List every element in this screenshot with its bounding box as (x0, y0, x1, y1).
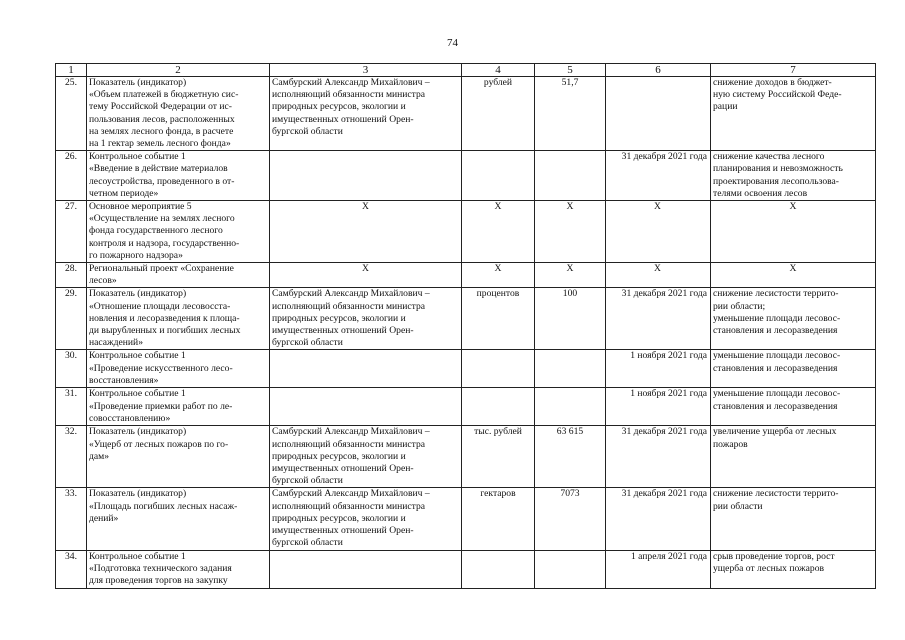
responsible-line: Самбурский Александр Михайлович – (272, 288, 430, 300)
value-cell: Х (535, 201, 606, 263)
responsible-line: Самбурский Александр Михайлович – (272, 77, 430, 88)
table-row (56, 77, 876, 151)
responsible-cell (270, 77, 462, 151)
name-cell (87, 550, 270, 588)
unit-cell: Х (462, 201, 535, 263)
row-number-cell: 34. (56, 550, 87, 588)
consequence-cell (711, 350, 876, 388)
name-line: Основное мероприятие 5 (89, 201, 192, 213)
name-line: «Отношение площади лесовосста- (89, 300, 231, 312)
value-cell (535, 388, 606, 426)
row-number-cell: 28. (56, 263, 87, 288)
responsible-line: имущественных отношений Орен- (272, 463, 414, 475)
consequence-line: Х (789, 201, 797, 213)
name-cell (87, 288, 270, 350)
responsible-line: имущественных отношений Орен- (272, 525, 414, 537)
header-cell: 2 (87, 64, 270, 77)
page-number: 74 (447, 37, 458, 49)
responsible-line: Самбурский Александр Михайлович – (272, 426, 430, 438)
responsible-cell (270, 201, 462, 263)
responsible-line: имущественных отношений Орен- (272, 325, 414, 337)
value-cell (535, 151, 606, 201)
responsible-line: природных ресурсов, экологии и (272, 312, 406, 324)
date-cell: 31 декабря 2021 года (606, 426, 711, 488)
table-row (56, 263, 876, 288)
name-line: Показатель (индикатор) (89, 426, 187, 438)
value-cell: 100 (535, 288, 606, 350)
name-line: Контрольное событие 1 (89, 550, 186, 562)
name-line: на 1 гектар земель лесного фонда» (89, 138, 231, 150)
name-line: «Объем платежей в бюджетную сис- (89, 89, 239, 101)
unit-cell (462, 550, 535, 588)
name-line: лесов» (89, 275, 117, 287)
responsible-line: бургской области (272, 337, 343, 349)
consequence-line: становления и лесоразведения (713, 362, 838, 374)
responsible-cell (270, 350, 462, 388)
date-cell: 31 декабря 2021 года (606, 488, 711, 550)
consequence-line: увеличение ущерба от лесных (713, 426, 837, 438)
row-number-cell: 30. (56, 350, 87, 388)
table-row (56, 388, 876, 426)
name-line: лесоустройства, проведенного в от- (89, 175, 235, 187)
responsible-line: имущественных отношений Орен- (272, 113, 414, 125)
name-line: Контрольное событие 1 (89, 350, 186, 362)
unit-cell: процентов (462, 288, 535, 350)
name-cell (87, 488, 270, 550)
table-row (56, 488, 876, 550)
date-cell: Х (606, 263, 711, 288)
responsible-line: природных ресурсов, экологии и (272, 101, 406, 113)
responsible-line: бургской области (272, 475, 343, 487)
header-cell: 4 (462, 64, 535, 77)
consequence-cell (711, 201, 876, 263)
name-line: Контрольное событие 1 (89, 151, 186, 163)
responsible-cell (270, 488, 462, 550)
name-line: для проведения торгов на закупку (89, 574, 228, 586)
row-number-cell: 31. (56, 388, 87, 426)
name-line: совосстановлению» (89, 412, 171, 424)
responsible-cell (270, 550, 462, 588)
name-line: «Подготовка технического задания (89, 562, 232, 574)
responsible-cell (270, 388, 462, 426)
responsible-line: исполняющий обязанности министра (272, 89, 426, 101)
consequence-cell (711, 151, 876, 201)
consequence-cell (711, 550, 876, 588)
header-cell: 3 (270, 64, 462, 77)
name-line: фонда государственного лесного (89, 225, 223, 237)
date-cell: 31 декабря 2021 года (606, 151, 711, 201)
unit-cell: тыс. рублей (462, 426, 535, 488)
row-number-cell: 29. (56, 288, 87, 350)
date-cell: Х (606, 201, 711, 263)
name-line: дам» (89, 450, 110, 462)
responsible-cell (270, 288, 462, 350)
responsible-line: природных ресурсов, экологии и (272, 512, 406, 524)
header-cell: 6 (606, 64, 711, 77)
name-line: «Проведение искусственного лесо- (89, 362, 233, 374)
consequence-line: пожаров (713, 438, 748, 450)
consequence-line: планирования и невозможность (713, 163, 843, 175)
name-line: пользования лесов, расположенных (89, 113, 235, 125)
consequence-line: снижение лесистости террито- (713, 488, 839, 500)
consequence-line: ущерба от лесных пожаров (713, 562, 825, 574)
date-cell: 1 апреля 2021 года (606, 550, 711, 588)
name-line: «Площадь погибших лесных насаж- (89, 500, 238, 512)
responsible-cell (270, 151, 462, 201)
value-cell: 7073 (535, 488, 606, 550)
name-line: Региональный проект «Сохранение (89, 263, 234, 275)
table-row (56, 350, 876, 388)
responsible-line: Х (362, 263, 369, 275)
table-row (56, 201, 876, 263)
consequence-line: снижение качества лесного (713, 151, 825, 163)
name-line: тему Российской Федерации от ис- (89, 101, 232, 113)
name-line: Контрольное событие 1 (89, 388, 186, 400)
name-cell (87, 263, 270, 288)
consequence-line: становления и лесоразведения (713, 400, 838, 412)
unit-cell: гектаров (462, 488, 535, 550)
consequence-cell (711, 77, 876, 151)
consequence-line: становления и лесоразведения (713, 325, 838, 337)
responsible-line: исполняющий обязанности министра (272, 438, 426, 450)
name-line: восстановления» (89, 374, 159, 386)
consequence-line: ную систему Российской Феде- (713, 89, 842, 101)
consequence-line: телями освоения лесов (713, 187, 808, 199)
unit-cell (462, 151, 535, 201)
plan-table (55, 63, 876, 589)
row-number-cell: 25. (56, 77, 87, 151)
table-row (56, 550, 876, 588)
responsible-cell (270, 426, 462, 488)
table-row (56, 151, 876, 201)
row-number-cell: 27. (56, 201, 87, 263)
name-line: го пожарного надзора» (89, 249, 183, 261)
consequence-line: проектирования лесопользова- (713, 175, 839, 187)
consequence-line: уменьшение площади лесовос- (713, 312, 841, 324)
unit-cell: рублей (462, 77, 535, 151)
consequence-cell (711, 388, 876, 426)
name-line: «Проведение приемки работ по ле- (89, 400, 233, 412)
row-number-cell: 33. (56, 488, 87, 550)
name-line: контроля и надзора, государственно- (89, 237, 240, 249)
consequence-line: уменьшение площади лесовос- (713, 388, 841, 400)
name-cell (87, 350, 270, 388)
name-cell (87, 77, 270, 151)
date-cell: 1 ноября 2021 года (606, 388, 711, 426)
name-cell (87, 388, 270, 426)
name-cell (87, 151, 270, 201)
header-cell: 1 (56, 64, 87, 77)
unit-cell (462, 388, 535, 426)
responsible-line: исполняющий обязанности министра (272, 500, 426, 512)
consequence-line: рии области (713, 500, 763, 512)
consequence-line: рации (713, 101, 738, 113)
unit-cell (462, 350, 535, 388)
name-line: Показатель (индикатор) (89, 488, 187, 500)
consequence-line: Х (789, 263, 797, 275)
unit-cell: Х (462, 263, 535, 288)
value-cell: Х (535, 263, 606, 288)
consequence-line: срыв проведение торгов, рост (713, 550, 835, 562)
name-line: «Осуществление на землях лесного (89, 213, 235, 225)
consequence-cell (711, 488, 876, 550)
responsible-line: исполняющий обязанности министра (272, 300, 426, 312)
name-line: дений» (89, 512, 119, 524)
responsible-line: бургской области (272, 125, 343, 137)
name-line: четном периоде» (89, 187, 159, 199)
consequence-cell (711, 263, 876, 288)
header-row (56, 64, 876, 77)
responsible-line: Самбурский Александр Михайлович – (272, 488, 430, 500)
name-cell (87, 201, 270, 263)
name-line: Показатель (индикатор) (89, 288, 187, 300)
consequence-line: уменьшение площади лесовос- (713, 350, 841, 362)
consequence-line: снижение лесистости террито- (713, 288, 839, 300)
responsible-line: бургской области (272, 537, 343, 549)
name-line: насаждений» (89, 337, 143, 349)
row-number-cell: 26. (56, 151, 87, 201)
date-cell: 1 ноября 2021 года (606, 350, 711, 388)
name-line: Показатель (индикатор) (89, 77, 187, 88)
responsible-line: природных ресурсов, экологии и (272, 450, 406, 462)
responsible-line: Х (362, 201, 369, 213)
value-cell (535, 350, 606, 388)
name-line: новления и лесоразведения к площа- (89, 312, 240, 324)
consequence-line: снижение доходов в бюджет- (713, 77, 832, 88)
value-cell (535, 550, 606, 588)
table-row (56, 288, 876, 350)
date-cell: 31 декабря 2021 года (606, 288, 711, 350)
name-cell (87, 426, 270, 488)
consequence-cell (711, 288, 876, 350)
value-cell: 51,7 (535, 77, 606, 151)
table-row (56, 426, 876, 488)
name-line: ди вырубленных и погибших лесных (89, 325, 241, 337)
name-line: «Введение в действие материалов (89, 163, 228, 175)
consequence-line: рии области; (713, 300, 766, 312)
consequence-cell (711, 426, 876, 488)
responsible-cell (270, 263, 462, 288)
name-line: «Ущерб от лесных пожаров по го- (89, 438, 229, 450)
row-number-cell: 32. (56, 426, 87, 488)
header-cell: 7 (711, 64, 876, 77)
name-line: на землях лесного фонда, в расчете (89, 125, 234, 137)
value-cell: 63 615 (535, 426, 606, 488)
date-cell (606, 77, 711, 151)
header-cell: 5 (535, 64, 606, 77)
